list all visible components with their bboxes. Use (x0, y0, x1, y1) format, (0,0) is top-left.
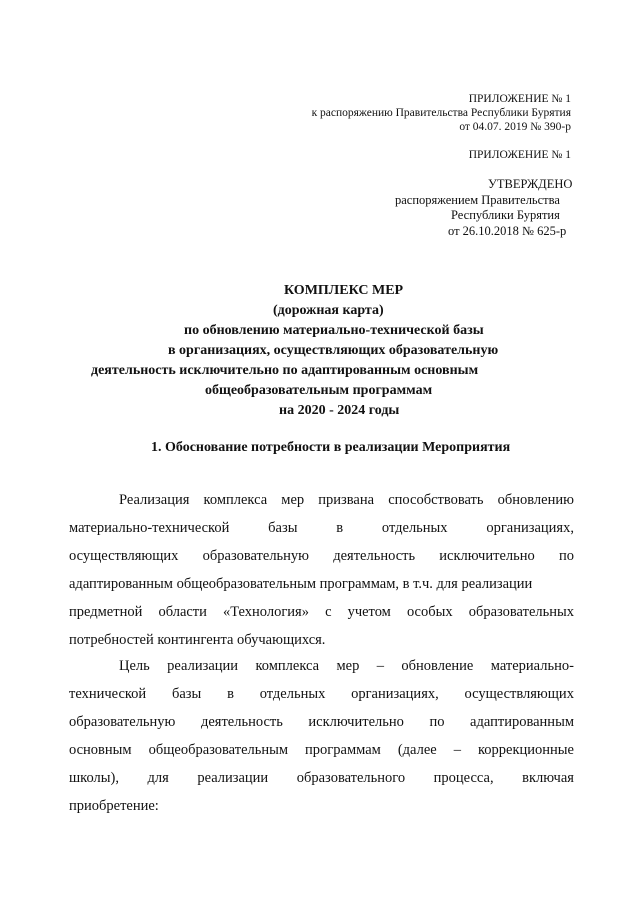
title-line-3: по обновлению материально-технической базы (184, 323, 484, 338)
paragraph-line: приобретение: (69, 797, 159, 814)
approval-line-2: Республики Бурятия (451, 208, 560, 222)
paragraph-1 (69, 486, 574, 654)
paragraph-line: материально-технической базы в отдельных организациях, (69, 519, 574, 536)
paragraph-line: потребностей контингента обучающихся. (69, 631, 326, 648)
paragraph-line: школы), для реализации образовательного процесса, включая (69, 769, 574, 786)
paragraph-line: осуществляющих образовательную деятельность исключительно по (69, 547, 574, 564)
appendix-header-title: ПРИЛОЖЕНИЕ № 1 (468, 93, 571, 105)
title-line-2: (дорожная карта) (273, 303, 384, 318)
approval-line-1: распоряжением Правительства (395, 192, 560, 207)
approval-block (395, 177, 572, 239)
title-line-1: КОМПЛЕКС МЕР (284, 283, 404, 298)
approval-title: УТВЕРЖДЕНО (488, 177, 573, 191)
title-line-4: в организациях, осуществляющих образовательную (168, 343, 499, 358)
title-line-6: общеобразовательным программам (205, 383, 433, 398)
paragraph-line: предметной области «Технология» с учетом особых образовательных (69, 603, 574, 620)
appendix-header-second: ПРИЛОЖЕНИЕ № 1 (468, 149, 571, 161)
paragraph-line: адаптированным общеобразовательным программам, в т.ч. для реализации (69, 575, 533, 592)
appendix-header-decree: к распоряжению Правительства Республики Бурятия (311, 107, 571, 119)
paragraph-line: Цель реализации комплекса мер – обновление материально- (119, 657, 574, 674)
paragraph-2 (69, 652, 574, 820)
section-heading: 1. Обоснование потребности в реализации Мероприятия (151, 440, 511, 455)
paragraph-line: образовательную деятельность исключительно по адаптированным (69, 713, 574, 730)
appendix-header (312, 92, 571, 134)
title-line-5: деятельность исключительно по адаптированным основным (91, 363, 479, 378)
paragraph-line: технической базы в отдельных организациях, осуществляющих (69, 685, 574, 702)
approval-line-3: от 26.10.2018 № 625-р (448, 223, 567, 238)
paragraph-line: основным общеобразовательным программам (далее – коррекционные (69, 741, 574, 758)
appendix-header-date: от 04.07. 2019 № 390-р (459, 121, 571, 133)
title-line-7: на 2020 - 2024 годы (279, 403, 400, 418)
document-title (0, 281, 640, 421)
paragraph-line: Реализация комплекса мер призвана способствовать обновлению (119, 491, 574, 508)
